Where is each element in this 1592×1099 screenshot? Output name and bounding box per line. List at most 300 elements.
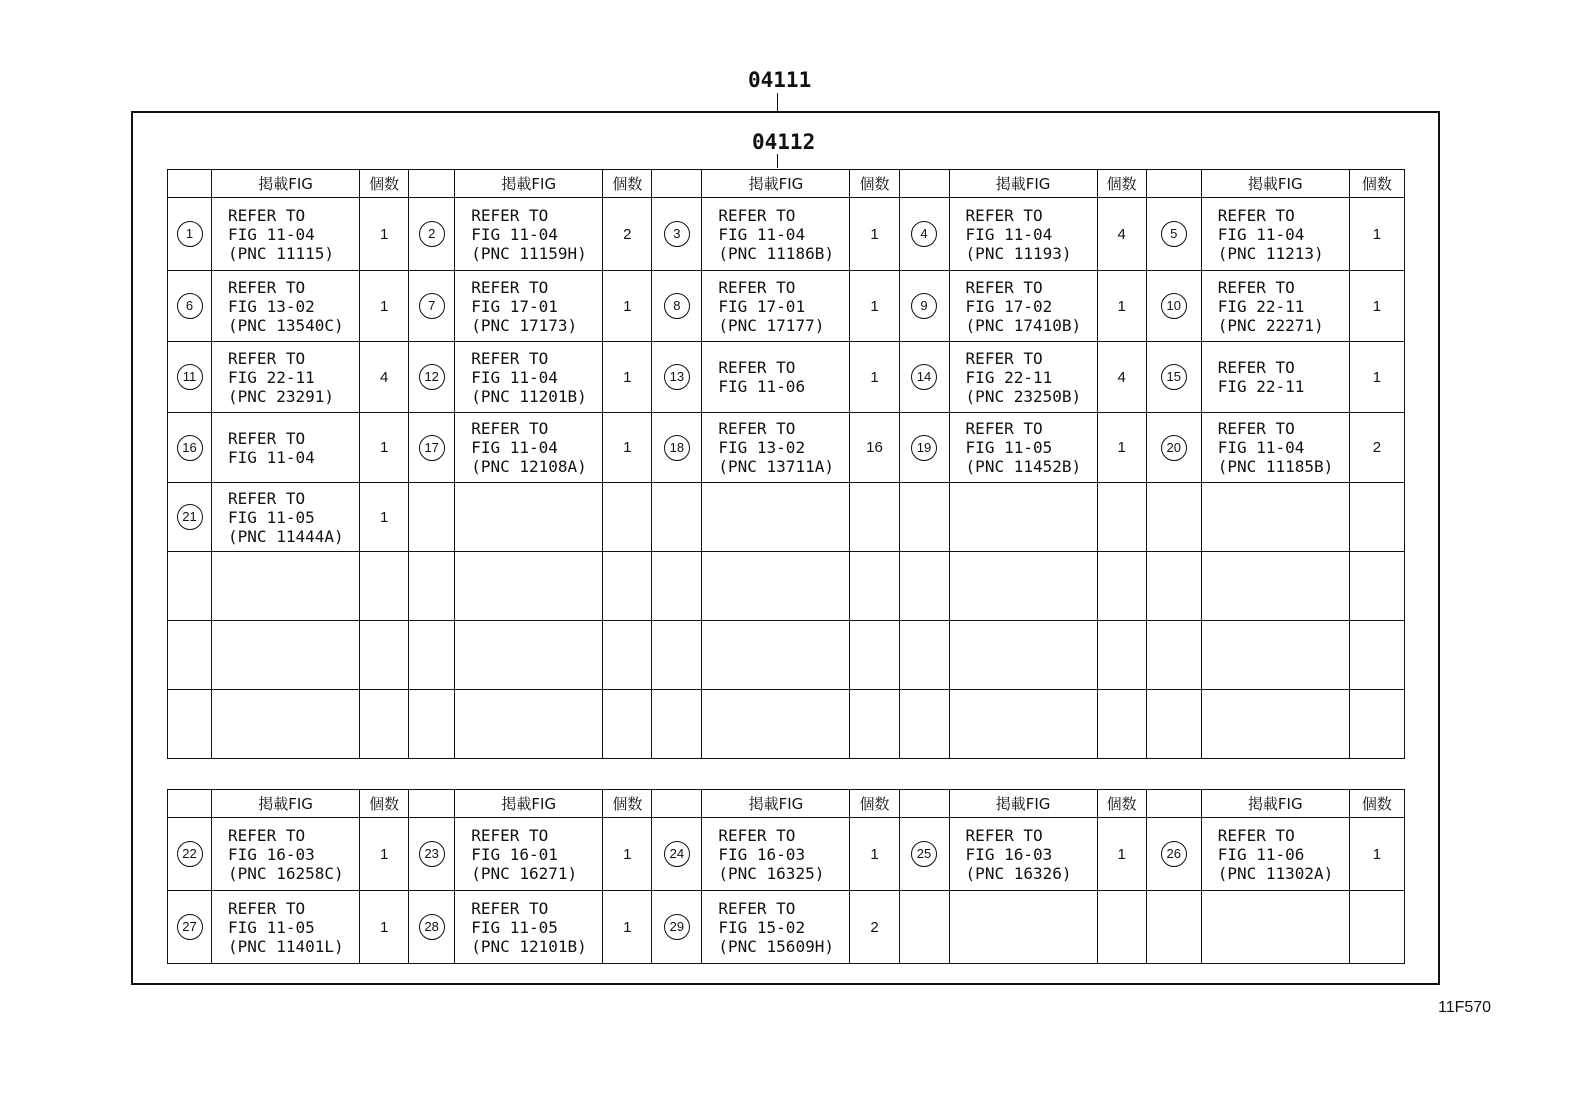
quantity-cell (603, 483, 652, 552)
assembly-code-label: 04111 (748, 68, 812, 92)
fig-reference-line: REFER TO (228, 348, 306, 368)
quantity-cell: 1 (1097, 818, 1146, 891)
fig-reference-cell (702, 342, 850, 413)
table-row (168, 690, 1405, 759)
fig-reference-cell (702, 413, 850, 483)
fig-reference-line: (PNC 11401L) (228, 936, 344, 956)
fig-reference-line: (PNC 22271) (1217, 315, 1324, 335)
fig-reference-line: FIG 11-04 (718, 224, 806, 244)
fig-reference-line: FIG 11-04 (228, 447, 315, 467)
circled-part-number: 2 (419, 221, 445, 247)
header-qty-label: 個数 (850, 170, 899, 198)
fig-reference-line: REFER TO (471, 825, 549, 845)
fig-reference-line: (PNC 11159H) (471, 243, 587, 263)
table-row (168, 271, 1405, 342)
fig-reference-line: REFER TO (228, 488, 306, 508)
drawing-number: 11F570 (1438, 999, 1492, 1016)
fig-reference-line: REFER TO (228, 898, 306, 918)
fig-reference-cell (1201, 552, 1349, 621)
part-number-cell (409, 483, 455, 552)
fig-reference-line: (PNC 16271) (471, 863, 578, 883)
circled-part-number: 26 (1161, 841, 1187, 867)
part-number-cell (1146, 342, 1201, 413)
fig-reference-line: (PNC 17177) (718, 315, 825, 335)
fig-reference-line: FIG 11-05 (965, 438, 1053, 457)
fig-reference-line: FIG 22-11 (1217, 377, 1305, 396)
header-fig-label: 掲載FIG (455, 170, 603, 198)
circled-part-number: 25 (911, 841, 937, 867)
fig-reference-cell (1201, 818, 1349, 891)
quantity-cell: 1 (360, 891, 409, 964)
header-number-cell (168, 170, 212, 198)
header-number-cell (1146, 170, 1201, 198)
part-number-cell (409, 690, 455, 759)
fig-reference-line: (PNC 23291) (228, 386, 334, 406)
fig-reference-line: REFER TO (1217, 825, 1295, 845)
fig-reference-line: FIG 16-03 (965, 844, 1053, 864)
part-number-cell (652, 818, 702, 891)
fig-reference-line: (PNC 12101B) (471, 936, 587, 956)
quantity-cell: 2 (1349, 413, 1404, 483)
fig-reference-line: FIG 11-06 (1217, 844, 1305, 864)
part-number-cell (1146, 198, 1201, 271)
circled-part-number: 3 (664, 221, 690, 247)
circled-part-number: 22 (177, 841, 203, 867)
fig-reference-line: REFER TO (965, 419, 1043, 438)
quantity-cell (360, 690, 409, 759)
header-fig-label: 掲載FIG (1201, 790, 1349, 818)
quantity-cell (850, 552, 899, 621)
quantity-cell: 1 (603, 891, 652, 964)
part-number-cell (1146, 690, 1201, 759)
part-number-cell (168, 271, 212, 342)
header-fig-label: 掲載FIG (455, 790, 603, 818)
quantity-cell (603, 690, 652, 759)
fig-reference-line: REFER TO (1217, 205, 1295, 225)
fig-reference-cell (1201, 621, 1349, 690)
part-number-cell (409, 271, 455, 342)
part-number-cell (409, 342, 455, 413)
part-number-cell (652, 690, 702, 759)
circled-part-number: 28 (419, 914, 445, 940)
table-row (168, 198, 1405, 271)
circled-part-number: 17 (419, 435, 445, 461)
quantity-cell: 1 (360, 818, 409, 891)
fig-reference-cell (212, 552, 360, 621)
subassembly-leader-line (777, 154, 778, 168)
circled-part-number: 18 (664, 435, 690, 461)
quantity-cell: 1 (1349, 818, 1404, 891)
fig-reference-line: REFER TO (718, 277, 796, 297)
header-fig-label: 掲載FIG (212, 790, 360, 818)
fig-reference-cell (1201, 413, 1349, 483)
part-number-cell (652, 483, 702, 552)
fig-reference-cell (702, 818, 850, 891)
fig-reference-line: REFER TO (1217, 419, 1295, 438)
part-number-cell (409, 818, 455, 891)
circled-part-number: 9 (911, 293, 937, 319)
fig-reference-line: (PNC 11302A) (1217, 863, 1334, 883)
circled-part-number: 11 (177, 364, 203, 390)
fig-reference-line: REFER TO (471, 898, 549, 918)
quantity-cell: 1 (1349, 342, 1404, 413)
quantity-cell: 4 (360, 342, 409, 413)
circled-part-number: 23 (419, 841, 445, 867)
fig-reference-line: FIG 22-11 (228, 367, 315, 387)
fig-reference-cell (455, 483, 603, 552)
part-number-cell (409, 891, 455, 964)
fig-reference-cell (212, 198, 360, 271)
quantity-cell (850, 483, 899, 552)
part-number-cell (1146, 552, 1201, 621)
quantity-cell: 4 (1097, 342, 1146, 413)
fig-reference-line: REFER TO (718, 205, 796, 225)
circled-part-number: 14 (911, 364, 937, 390)
quantity-cell: 1 (850, 271, 899, 342)
part-number-cell (168, 552, 212, 621)
header-qty-label: 個数 (603, 170, 652, 198)
fig-reference-line: (PNC 15609H) (718, 936, 834, 956)
quantity-cell: 1 (360, 198, 409, 271)
header-number-cell (899, 170, 949, 198)
fig-reference-cell (702, 483, 850, 552)
fig-reference-line: REFER TO (965, 348, 1043, 368)
fig-reference-line: FIG 13-02 (228, 296, 315, 316)
header-fig-label: 掲載FIG (1201, 170, 1349, 198)
part-number-cell (168, 621, 212, 690)
header-number-cell (409, 790, 455, 818)
fig-reference-line: REFER TO (228, 428, 306, 448)
fig-reference-line: REFER TO (228, 825, 306, 845)
quantity-cell: 1 (1349, 198, 1404, 271)
fig-reference-line: REFER TO (718, 358, 796, 377)
part-number-cell (652, 552, 702, 621)
fig-reference-line: FIG 11-04 (1217, 224, 1305, 244)
circled-part-number: 1 (177, 221, 203, 247)
circled-part-number: 10 (1161, 293, 1187, 319)
quantity-cell: 1 (850, 342, 899, 413)
fig-reference-cell (455, 552, 603, 621)
circled-part-number: 20 (1161, 435, 1187, 461)
header-number-cell (652, 170, 702, 198)
fig-reference-cell (702, 198, 850, 271)
quantity-cell: 1 (850, 198, 899, 271)
part-number-cell (168, 891, 212, 964)
fig-reference-line: (PNC 13711A) (718, 457, 834, 476)
part-number-cell (1146, 413, 1201, 483)
fig-reference-cell (949, 552, 1097, 621)
fig-reference-line: FIG 16-03 (718, 844, 806, 864)
fig-reference-line: FIG 17-01 (718, 296, 806, 316)
parts-reference-table-top (167, 169, 1405, 759)
part-number-cell (899, 483, 949, 552)
quantity-cell: 1 (603, 818, 652, 891)
quantity-cell (1349, 552, 1404, 621)
quantity-cell (850, 621, 899, 690)
quantity-cell (850, 690, 899, 759)
fig-reference-cell (949, 413, 1097, 483)
fig-reference-line: FIG 11-04 (471, 224, 558, 244)
part-number-cell (899, 342, 949, 413)
part-number-cell (899, 198, 949, 271)
part-number-cell (899, 621, 949, 690)
quantity-cell: 4 (1097, 198, 1146, 271)
fig-reference-line: REFER TO (228, 277, 306, 297)
fig-reference-line: REFER TO (1217, 277, 1295, 297)
part-number-cell (652, 271, 702, 342)
circled-part-number: 27 (177, 914, 203, 940)
fig-reference-cell (212, 621, 360, 690)
header-qty-label: 個数 (1349, 790, 1404, 818)
quantity-cell: 1 (360, 271, 409, 342)
fig-reference-line: FIG 11-04 (471, 367, 558, 387)
quantity-cell: 16 (850, 413, 899, 483)
fig-reference-cell (949, 891, 1097, 964)
assembly-leader-line (777, 93, 778, 111)
fig-reference-line: REFER TO (718, 419, 796, 438)
header-fig-label: 掲載FIG (702, 170, 850, 198)
part-number-cell (899, 271, 949, 342)
circled-part-number: 6 (177, 293, 203, 319)
header-qty-label: 個数 (1097, 790, 1146, 818)
circled-part-number: 29 (664, 914, 690, 940)
fig-reference-cell (455, 198, 603, 271)
quantity-cell: 1 (850, 818, 899, 891)
fig-reference-line: FIG 17-02 (965, 296, 1053, 316)
circled-part-number: 13 (664, 364, 690, 390)
fig-reference-line: FIG 11-04 (471, 438, 558, 457)
header-number-cell (168, 790, 212, 818)
part-number-cell (168, 413, 212, 483)
parts-reference-table-bottom (167, 789, 1405, 964)
fig-reference-cell (455, 818, 603, 891)
fig-reference-line: REFER TO (718, 898, 796, 918)
fig-reference-line: FIG 11-04 (965, 224, 1053, 244)
circled-part-number: 21 (177, 504, 203, 530)
quantity-cell (360, 552, 409, 621)
part-number-cell (652, 198, 702, 271)
header-number-cell (1146, 790, 1201, 818)
fig-reference-line: (PNC 11115) (228, 243, 334, 263)
part-number-cell (409, 621, 455, 690)
part-number-cell (168, 198, 212, 271)
fig-reference-line: REFER TO (471, 419, 549, 438)
part-number-cell (899, 413, 949, 483)
quantity-cell: 2 (603, 198, 652, 271)
header-number-cell (652, 790, 702, 818)
fig-reference-line: REFER TO (228, 205, 306, 225)
fig-reference-line: REFER TO (471, 205, 549, 225)
fig-reference-line: (PNC 11185B) (1217, 457, 1334, 476)
fig-reference-cell (702, 271, 850, 342)
fig-reference-line: (PNC 11201B) (471, 386, 587, 406)
part-number-cell (899, 818, 949, 891)
fig-reference-cell (949, 483, 1097, 552)
quantity-cell (603, 552, 652, 621)
circled-part-number: 12 (419, 364, 445, 390)
quantity-cell (1097, 483, 1146, 552)
fig-reference-cell (1201, 483, 1349, 552)
part-number-cell (409, 552, 455, 621)
fig-reference-line: FIG 11-05 (471, 917, 558, 937)
quantity-cell (603, 621, 652, 690)
quantity-cell: 1 (360, 483, 409, 552)
part-number-cell (168, 483, 212, 552)
header-number-cell (409, 170, 455, 198)
fig-reference-line: REFER TO (471, 348, 549, 368)
part-number-cell (409, 413, 455, 483)
quantity-cell (1097, 891, 1146, 964)
fig-reference-line: FIG 17-01 (471, 296, 558, 316)
quantity-cell (360, 621, 409, 690)
circled-part-number: 8 (664, 293, 690, 319)
fig-reference-line: (PNC 17410B) (965, 315, 1082, 335)
fig-reference-cell (1201, 271, 1349, 342)
part-number-cell (168, 342, 212, 413)
fig-reference-cell (212, 818, 360, 891)
table-row (168, 413, 1405, 483)
part-number-cell (652, 413, 702, 483)
circled-part-number: 19 (911, 435, 937, 461)
fig-reference-cell (212, 342, 360, 413)
fig-reference-cell (949, 621, 1097, 690)
table-row (168, 818, 1405, 891)
circled-part-number: 7 (419, 293, 445, 319)
circled-part-number: 15 (1161, 364, 1187, 390)
circled-part-number: 5 (1161, 221, 1187, 247)
fig-reference-cell (212, 271, 360, 342)
quantity-cell: 1 (360, 413, 409, 483)
part-number-cell (1146, 271, 1201, 342)
header-qty-label: 個数 (603, 790, 652, 818)
fig-reference-cell (212, 690, 360, 759)
fig-reference-line: (PNC 23250B) (965, 386, 1082, 406)
header-qty-label: 個数 (360, 170, 409, 198)
fig-reference-cell (949, 818, 1097, 891)
circled-part-number: 4 (911, 221, 937, 247)
part-number-cell (652, 621, 702, 690)
circled-part-number: 16 (177, 435, 203, 461)
header-fig-label: 掲載FIG (702, 790, 850, 818)
header-number-cell (899, 790, 949, 818)
fig-reference-cell (1201, 342, 1349, 413)
fig-reference-line: (PNC 11452B) (965, 457, 1082, 476)
part-number-cell (409, 198, 455, 271)
quantity-cell: 1 (603, 413, 652, 483)
quantity-cell (1349, 483, 1404, 552)
fig-reference-line: (PNC 17173) (471, 315, 578, 335)
part-number-cell (1146, 818, 1201, 891)
fig-reference-line: REFER TO (965, 825, 1043, 845)
part-number-cell (1146, 621, 1201, 690)
quantity-cell: 1 (603, 271, 652, 342)
fig-reference-cell (702, 690, 850, 759)
fig-reference-cell (212, 891, 360, 964)
fig-reference-line: (PNC 11186B) (718, 243, 834, 263)
header-qty-label: 個数 (850, 790, 899, 818)
fig-reference-cell (702, 552, 850, 621)
header-fig-label: 掲載FIG (949, 170, 1097, 198)
header-row (168, 170, 1405, 198)
fig-reference-line: FIG 16-01 (471, 844, 558, 864)
fig-reference-line: REFER TO (1217, 358, 1295, 377)
part-number-cell (168, 690, 212, 759)
quantity-cell: 1 (1097, 413, 1146, 483)
quantity-cell: 1 (1349, 271, 1404, 342)
fig-reference-cell (455, 621, 603, 690)
fig-reference-line: FIG 16-03 (228, 844, 315, 864)
table-row (168, 342, 1405, 413)
fig-reference-cell (455, 891, 603, 964)
fig-reference-cell (455, 342, 603, 413)
fig-reference-line: FIG 13-02 (718, 438, 806, 457)
fig-reference-line: FIG 11-06 (718, 377, 806, 396)
quantity-cell (1349, 621, 1404, 690)
part-number-cell (168, 818, 212, 891)
fig-reference-cell (949, 690, 1097, 759)
fig-reference-line: REFER TO (965, 205, 1043, 225)
fig-reference-cell (455, 271, 603, 342)
fig-reference-line: FIG 11-05 (228, 507, 315, 527)
part-number-cell (652, 891, 702, 964)
fig-reference-cell (1201, 690, 1349, 759)
fig-reference-cell (1201, 198, 1349, 271)
fig-reference-cell (949, 342, 1097, 413)
fig-reference-line: REFER TO (965, 277, 1043, 297)
fig-reference-line: (PNC 11213) (1217, 243, 1324, 263)
fig-reference-line: (PNC 16325) (718, 863, 825, 883)
fig-reference-line: REFER TO (471, 277, 549, 297)
fig-reference-line: (PNC 16326) (965, 863, 1072, 883)
fig-reference-cell (455, 690, 603, 759)
subassembly-code-label: 04112 (752, 130, 816, 154)
fig-reference-line: (PNC 12108A) (471, 457, 587, 476)
fig-reference-cell (455, 413, 603, 483)
header-qty-label: 個数 (1349, 170, 1404, 198)
quantity-cell (1349, 690, 1404, 759)
circled-part-number: 24 (664, 841, 690, 867)
quantity-cell: 1 (603, 342, 652, 413)
fig-reference-line: FIG 11-05 (228, 917, 315, 937)
fig-reference-cell (949, 271, 1097, 342)
quantity-cell: 1 (1097, 271, 1146, 342)
part-number-cell (899, 552, 949, 621)
fig-reference-line: FIG 11-04 (228, 224, 315, 244)
fig-reference-line: FIG 22-11 (965, 367, 1053, 387)
fig-reference-cell (702, 891, 850, 964)
quantity-cell (1097, 690, 1146, 759)
header-row (168, 790, 1405, 818)
fig-reference-line: (PNC 11444A) (228, 526, 344, 546)
part-number-cell (652, 342, 702, 413)
part-number-cell (899, 891, 949, 964)
fig-reference-cell (212, 483, 360, 552)
fig-reference-cell (949, 198, 1097, 271)
part-number-cell (899, 690, 949, 759)
fig-reference-line: FIG 22-11 (1217, 296, 1305, 316)
quantity-cell (1097, 621, 1146, 690)
table-row (168, 621, 1405, 690)
fig-reference-cell (1201, 891, 1349, 964)
fig-reference-line: FIG 15-02 (718, 917, 806, 937)
table-row (168, 483, 1405, 552)
fig-reference-line: FIG 11-04 (1217, 438, 1305, 457)
table-row (168, 891, 1405, 964)
quantity-cell: 2 (850, 891, 899, 964)
table-row (168, 552, 1405, 621)
header-qty-label: 個数 (1097, 170, 1146, 198)
quantity-cell (1349, 891, 1404, 964)
